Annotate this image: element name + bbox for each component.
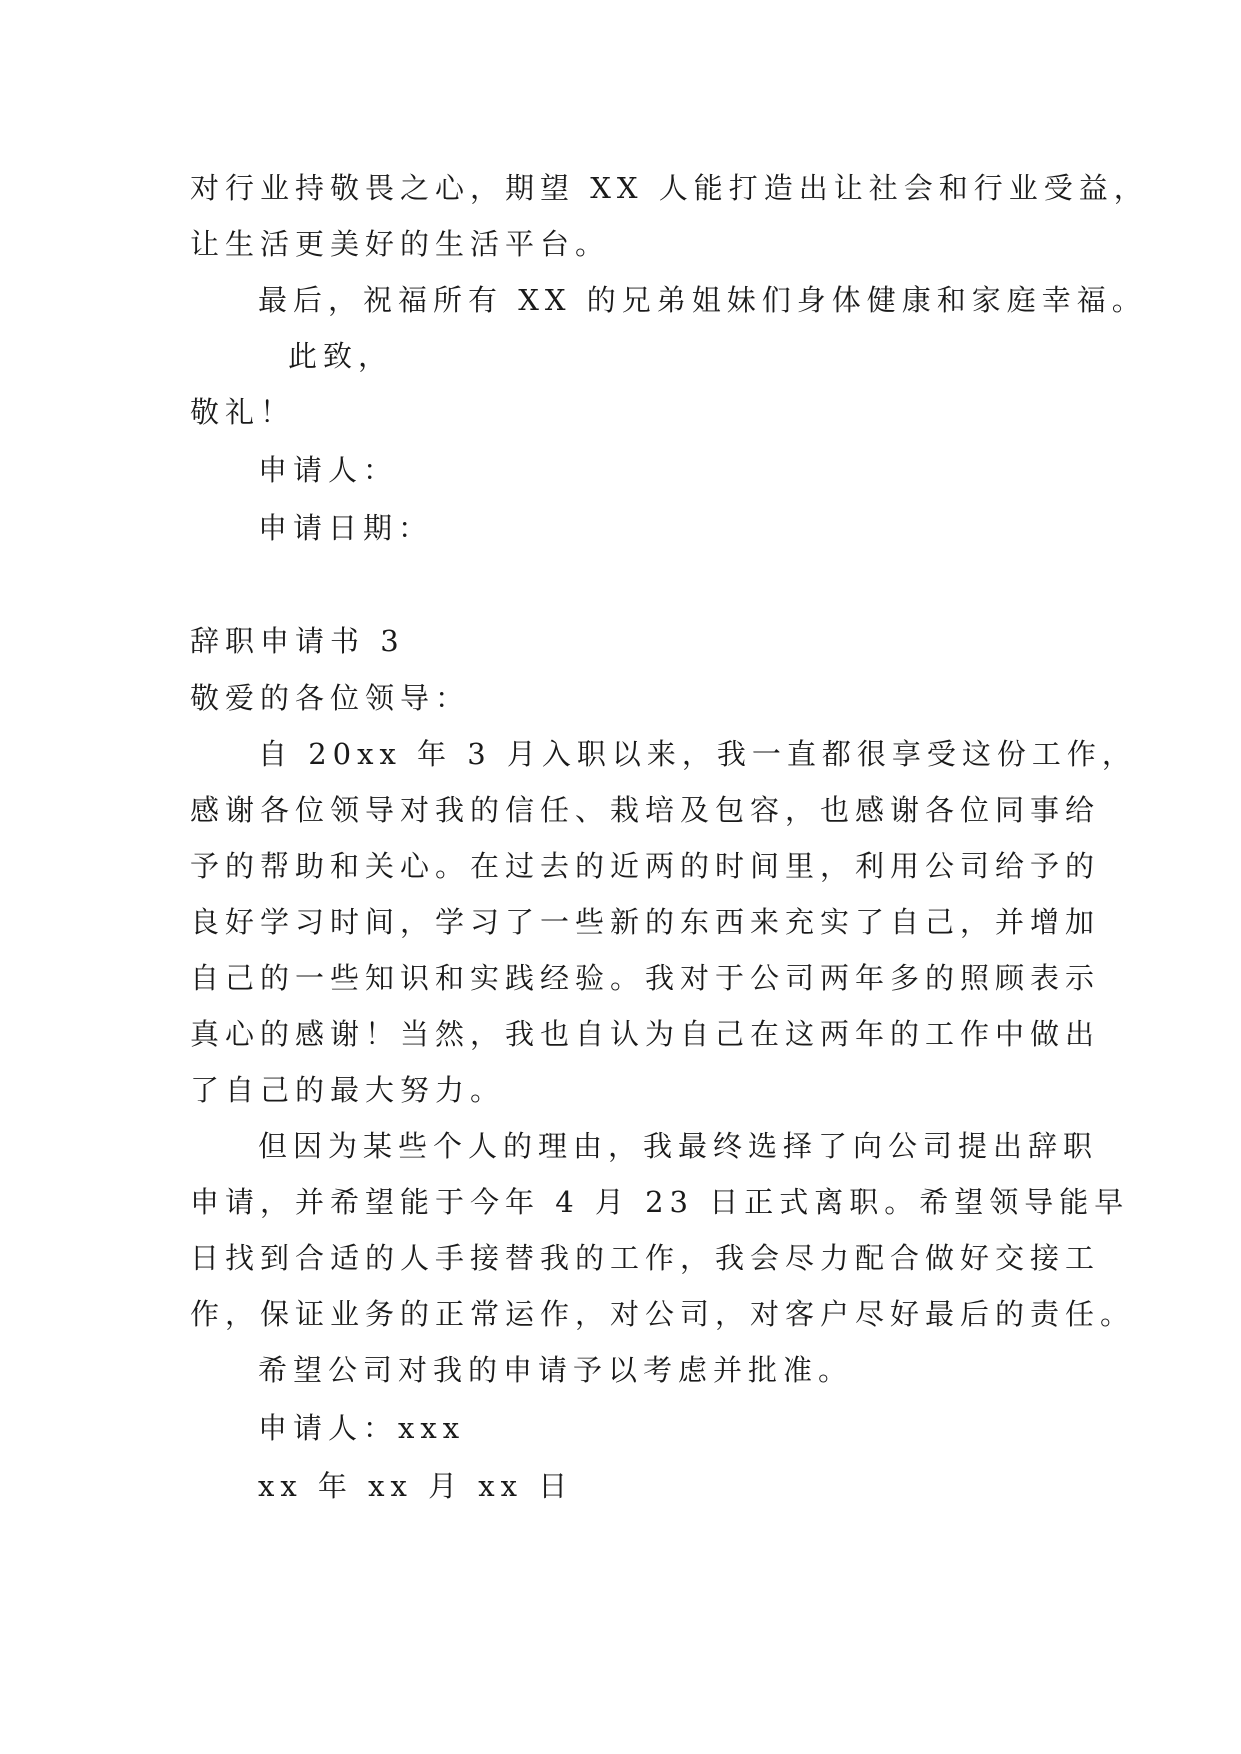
applicant-label: 申请人：xxx xyxy=(258,1411,466,1445)
closing-line: 敬礼！ xyxy=(190,395,296,429)
paragraph-line: 申请，并希望能于今年 4 月 23 日正式离职。希望领导能早 xyxy=(190,1185,1130,1219)
salutation: 敬爱的各位领导： xyxy=(190,681,471,715)
text-line: 让生活更美好的生活平台。 xyxy=(190,227,611,261)
date-label: 申请日期： xyxy=(258,511,434,545)
section-title: 辞职申请书 3 xyxy=(190,624,405,658)
paragraph-line: 作，保证业务的正常运作，对公司，对客户尽好最后的责任。 xyxy=(190,1297,1136,1331)
closing-line: 此致， xyxy=(288,339,394,373)
paragraph-line: 自己的一些知识和实践经验。我对于公司两年多的照顾表示 xyxy=(190,961,1101,995)
paragraph-line: 良好学习时间，学习了一些新的东西来充实了自己，并增加 xyxy=(190,905,1101,939)
paragraph-line: 自 20xx 年 3 月入职以来，我一直都很享受这份工作， xyxy=(258,737,1137,771)
paragraph-line: 但因为某些个人的理由，我最终选择了向公司提出辞职 xyxy=(258,1129,1099,1163)
applicant-label: 申请人： xyxy=(258,453,399,487)
paragraph-line: 真心的感谢！当然，我也自认为自己在这两年的工作中做出 xyxy=(190,1017,1101,1051)
paragraph-line: 希望公司对我的申请予以考虑并批准。 xyxy=(258,1353,854,1387)
text-line: 最后，祝福所有 XX 的兄弟姐妹们身体健康和家庭幸福。 xyxy=(258,283,1147,317)
paragraph-line: 予的帮助和关心。在过去的近两的时间里，利用公司给予的 xyxy=(190,849,1101,883)
paragraph-line: 感谢各位领导对我的信任、栽培及包容，也感谢各位同事给 xyxy=(190,793,1101,827)
paragraph-line: 日找到合适的人手接替我的工作，我会尽力配合做好交接工 xyxy=(190,1241,1101,1275)
date-label: xx 年 xx 月 xx 日 xyxy=(258,1469,574,1503)
paragraph-line: 了自己的最大努力。 xyxy=(190,1073,506,1107)
text-line: 对行业持敬畏之心，期望 XX 人能打造出让社会和行业受益， xyxy=(190,171,1149,205)
